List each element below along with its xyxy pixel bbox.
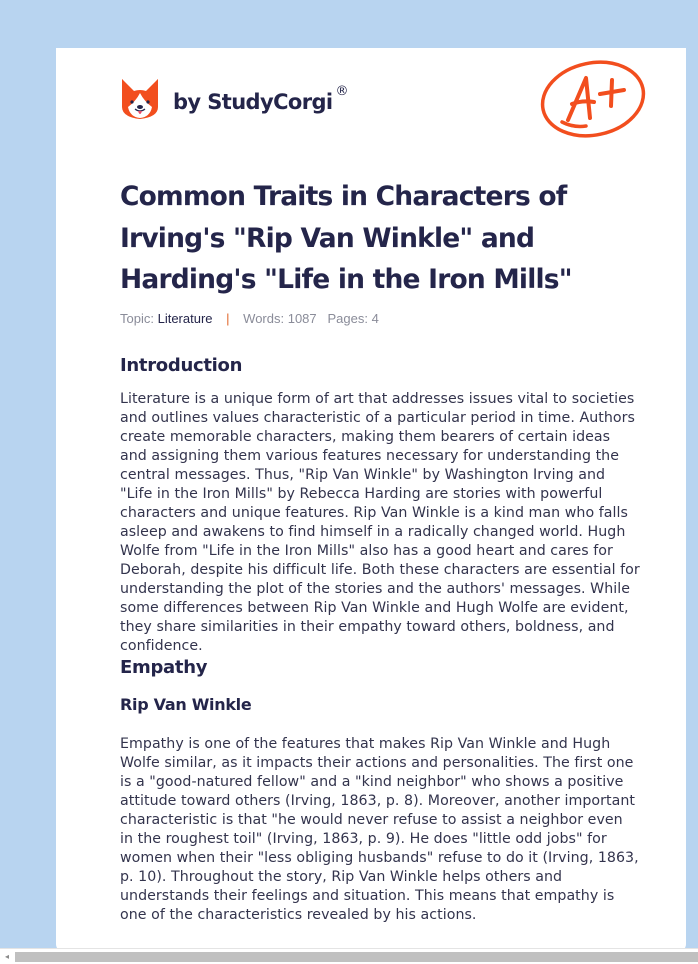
- pages-label: Pages:: [327, 311, 368, 326]
- scrollbar-thumb[interactable]: [15, 952, 698, 962]
- pages-count: 4: [371, 311, 379, 326]
- meta-separator: |: [226, 311, 230, 326]
- essay-title: Common Traits in Characters of Irving's "Rip Van Winkle" and Harding's "Life in the Iron Mills": [120, 181, 572, 295]
- brand-name: by StudyCorgi: [173, 90, 333, 114]
- essay-meta: [120, 311, 379, 326]
- subheading-rip-van-winkle: Rip Van Winkle: [120, 695, 252, 714]
- essay-card: [56, 48, 686, 952]
- scroll-left-arrow-icon[interactable]: ◂: [4, 952, 9, 961]
- horizontal-scrollbar[interactable]: [0, 948, 698, 964]
- essay-body: [120, 352, 640, 925]
- brand-header: [120, 76, 349, 122]
- section-heading-introduction: Introduction: [120, 355, 243, 376]
- a-plus-grade-icon: [538, 58, 648, 140]
- section-heading-empathy: Empathy: [120, 657, 208, 678]
- topic-label: Topic:: [120, 311, 154, 326]
- topic-link[interactable]: Literature: [157, 311, 213, 326]
- paragraph-introduction: Literature is a unique form of art that addresses issues vital to societies and outlines values characteristic of a particular period in time. Authors create memorable characters, making them bearers of certain ideas and assigning them various features necessary for understanding the central messages. Thus, "Rip Van Winkle" by Washington Irving and "Life in the Iron Mills" by Rebecca Harding are stories with powerful characters and unique features. Rip Van Winkle is a kind man who falls asleep and awakens to find himself in a radically changed world. Hugh Wolfe from "Life in the Iron Mills" also has a good heart and cares for Deborah, despite his difficult life. Both these characters are essential for understanding the plot of the stories and the authors' messages. While some differences between Rip Van Winkle and Hugh Wolfe are evident, they share similarities in their empathy toward others, boldness, and confidence.: [120, 391, 640, 654]
- words-label: Words:: [243, 311, 285, 326]
- paragraph-empathy: Empathy is one of the features that makes Rip Van Winkle and Hugh Wolfe similar, as it impacts their actions and personalities. The first one is a "good-natured fellow" and a "kind neighbor" who shows a positive attitude toward others (Irving, 1863, p. 8). Moreover, another important characteristic is that "he would never refuse to assist a neighbor even in the roughest toil" (Irving, 1863, p. 9). He does "little odd jobs" for women when their "less obliging husbands" refuse to do it (Irving, 1863, p. 10). Throughout the story, Rip Van Winkle helps others and understands their feelings and situation. This means that empathy is one of the characteristics revealed by his actions.: [120, 736, 639, 923]
- corgi-logo-icon: [120, 77, 160, 121]
- registered-mark: ®: [335, 83, 349, 99]
- words-count: 1087: [287, 311, 317, 326]
